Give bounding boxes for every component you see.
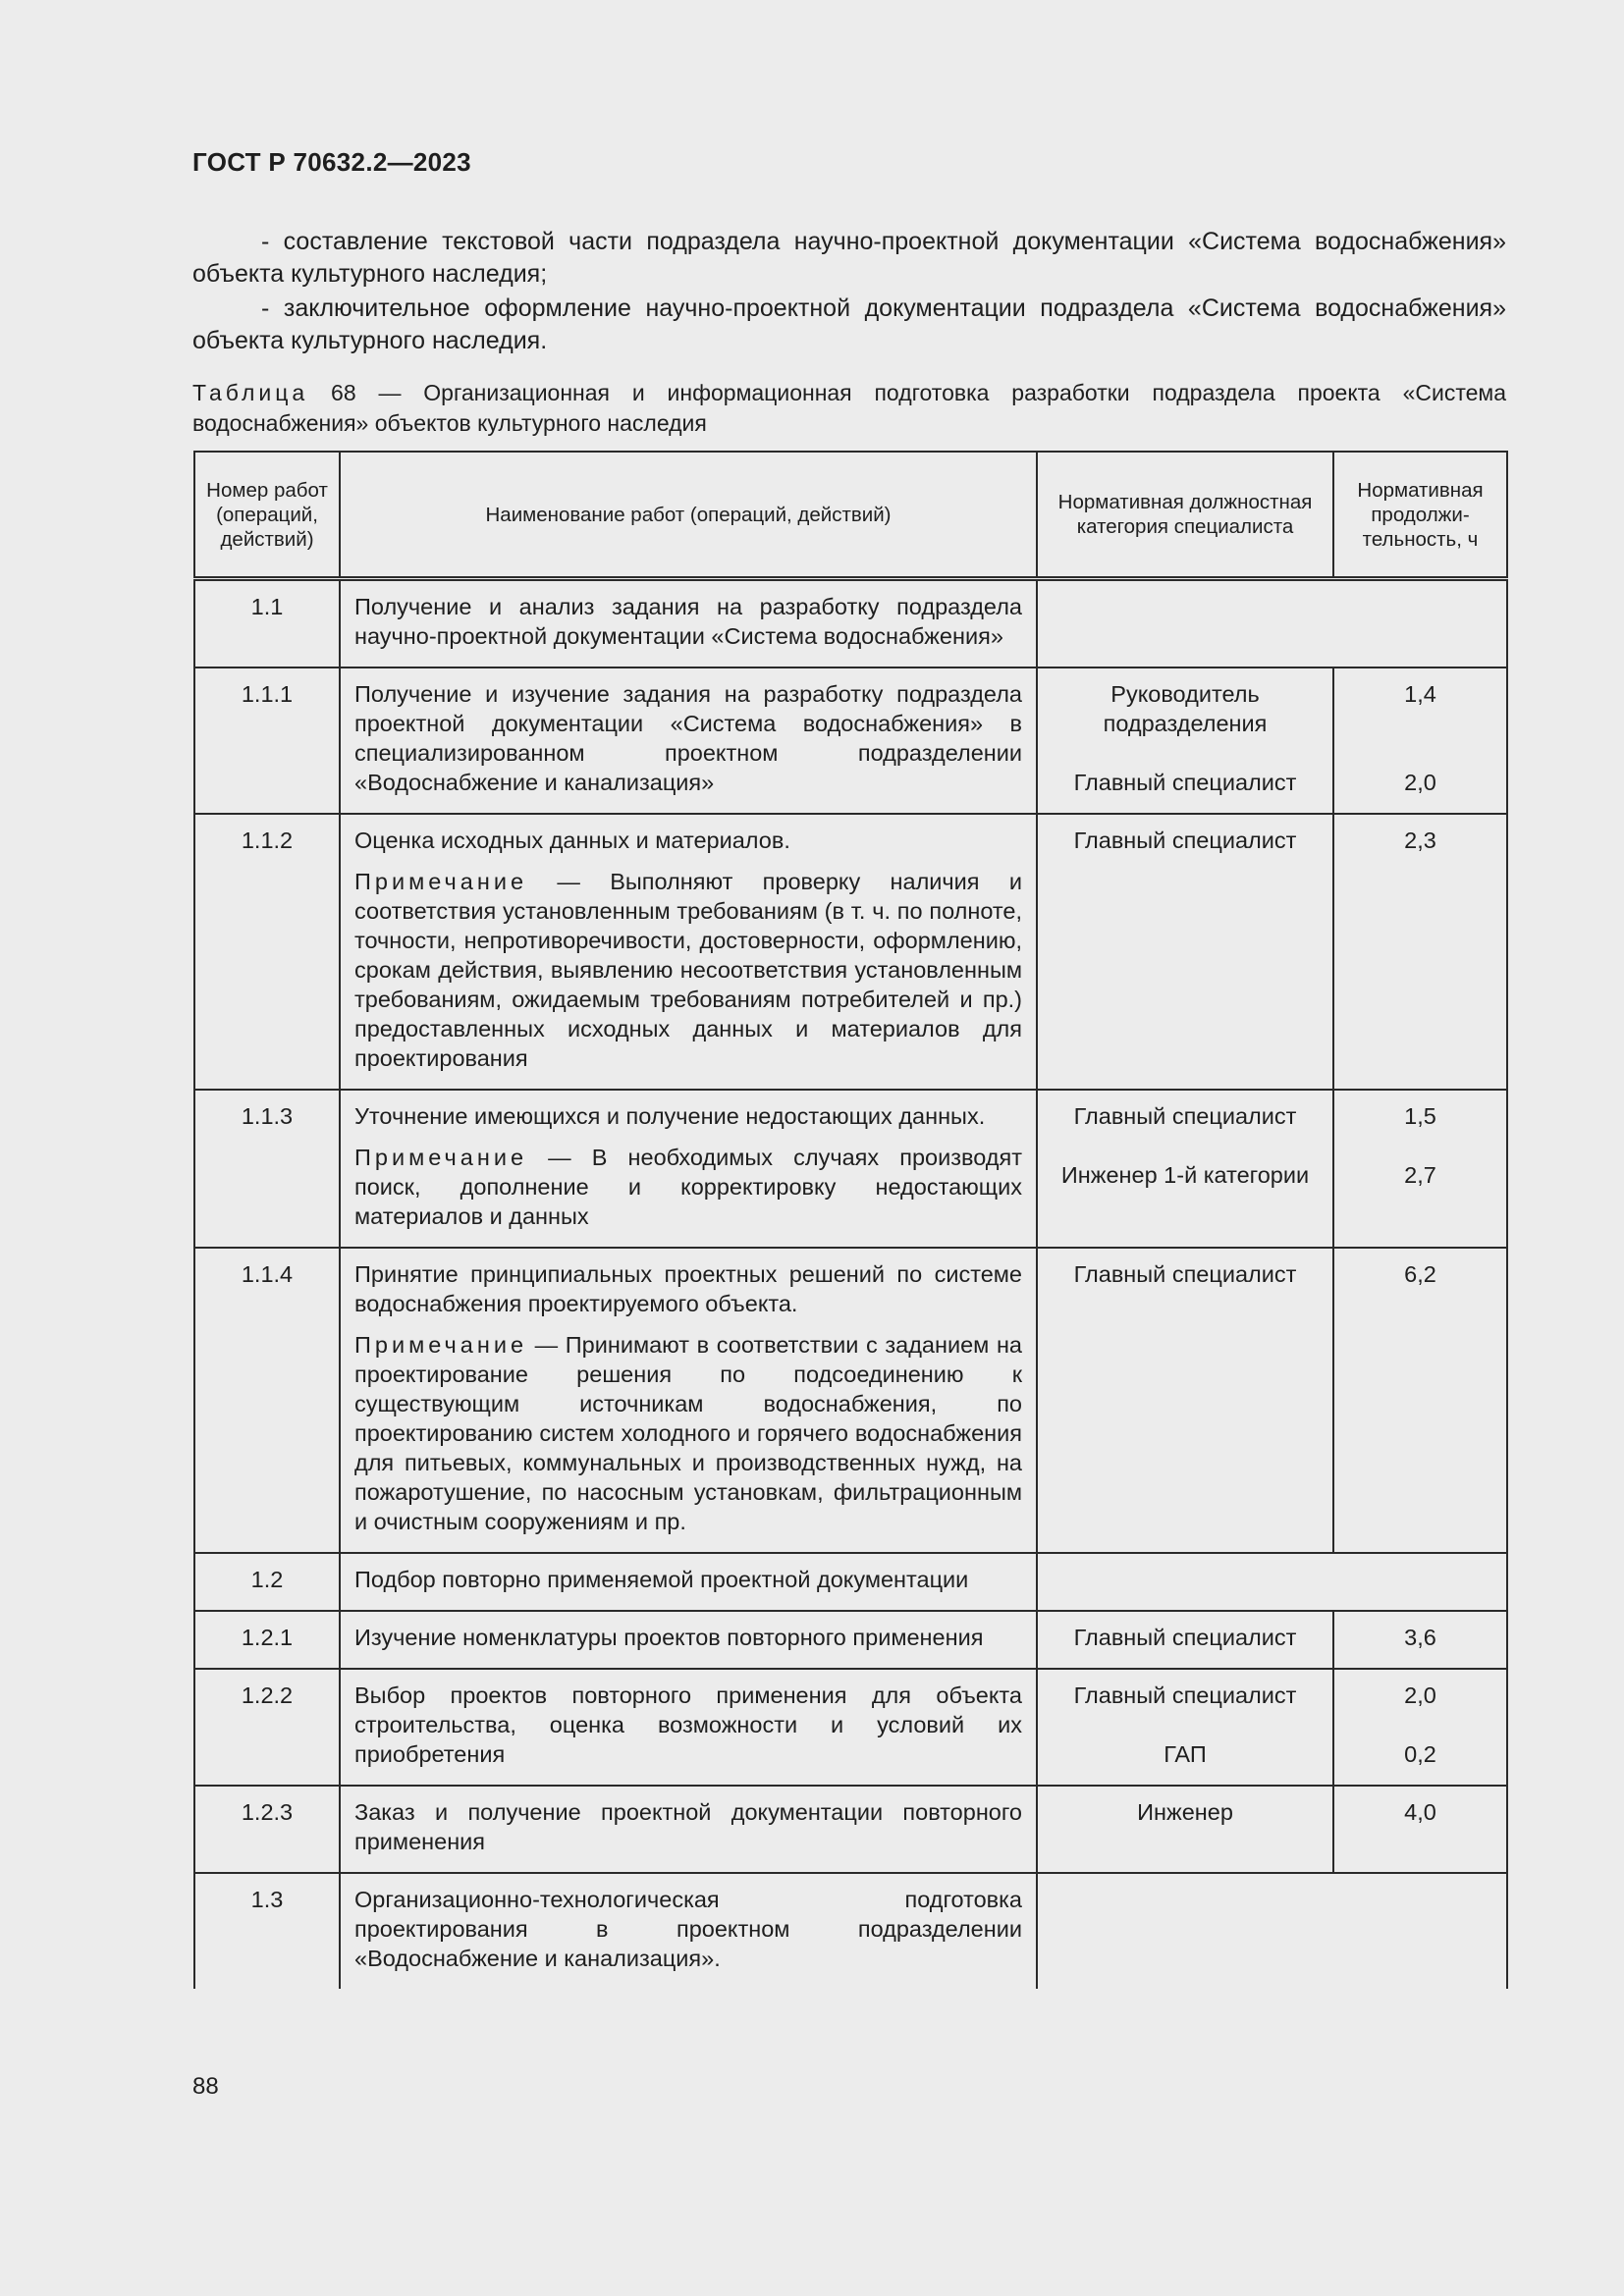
row-duration (1333, 814, 1507, 1090)
row-note (354, 867, 1022, 1073)
row-empty-cell (1037, 579, 1507, 668)
table-row (194, 1090, 1507, 1248)
row-duration (1333, 1611, 1507, 1669)
table-row (194, 579, 1507, 668)
row-category (1037, 1669, 1333, 1786)
intro-item: - составление текстовой части подраздела научно-проектной документации «Система водоснабжения» объекта культурного наследия; (192, 228, 1506, 288)
row-duration (1333, 667, 1507, 814)
table-row (194, 667, 1507, 814)
duration-value: 3,6 (1404, 1625, 1436, 1650)
note-label: Примечание (354, 1145, 528, 1170)
duration-value: 2,0 (1404, 1682, 1436, 1708)
col-header-category: Нормативная должностная категория специалиста (1037, 452, 1333, 579)
row-name (340, 1669, 1037, 1786)
note-text: — Принимают в соответствии с заданием на проектирование решения по подсоединению к существующим источникам водоснабжения, по проектированию систем холодного и горячего водоснабжения для питьевых, коммунальных и производственных нужд, на пожаротушение, по насосным установкам, фильтрационным и очистным сооружениям и пр. (354, 1332, 1022, 1534)
row-name-text: Выбор проектов повторного применения для объекта строительства, оценка возможности и условий их приобретения (354, 1682, 1022, 1767)
row-name (340, 1786, 1037, 1873)
category-value: Инженер 1-й категории (1060, 1162, 1310, 1188)
row-name-text: Принятие принципиальных проектных решений по системе водоснабжения проектируемого объекта. (354, 1261, 1022, 1316)
row-category (1037, 1090, 1333, 1248)
row-number: 1.1.3 (194, 1090, 340, 1248)
note-text: — Выполняют проверку наличия и соответствия установленным требованиям (в т. ч. по полноте, точности, непротиворечивости, достоверности, оформлению, срокам действия, выявлению несоответствия установленным требованиям, ожидаемым требованиям потребителей и пр.) предоставленных исходных данных и материалов для проектирования (354, 869, 1022, 1071)
duration-value: 0,2 (1404, 1741, 1436, 1767)
col-header-duration: Нормативная продолжи- тельность, ч (1333, 452, 1507, 579)
note-label: Примечание (354, 869, 528, 894)
row-name-text: Уточнение имеющихся и получение недостающих данных. (354, 1103, 986, 1129)
row-number: 1.2 (194, 1553, 340, 1611)
row-name (340, 667, 1037, 814)
duration-value: 2,0 (1404, 770, 1436, 795)
table-row (194, 814, 1507, 1090)
table-row (194, 1553, 1507, 1611)
row-number: 1.2.3 (194, 1786, 340, 1873)
duration-value: 1,5 (1404, 1103, 1436, 1129)
row-category (1037, 667, 1333, 814)
row-category (1037, 814, 1333, 1090)
row-name (340, 1090, 1037, 1248)
row-name (340, 1873, 1037, 1989)
col-header-name: Наименование работ (операций, действий) (340, 452, 1037, 579)
duration-value: 1,4 (1404, 681, 1436, 707)
row-number: 1.1.4 (194, 1248, 340, 1553)
row-number: 1.1 (194, 579, 340, 668)
document-header: ГОСТ Р 70632.2—2023 (192, 147, 471, 177)
category-value: Главный специалист (1073, 1261, 1297, 1287)
duration-value: 2,7 (1404, 1162, 1436, 1188)
table-row (194, 1248, 1507, 1553)
row-number: 1.3 (194, 1873, 340, 1989)
row-name-text: Подбор повторно применяемой проектной документации (354, 1567, 969, 1592)
duration-value: 4,0 (1404, 1799, 1436, 1825)
row-duration (1333, 1090, 1507, 1248)
category-value: ГАП (1164, 1741, 1207, 1767)
table-row (194, 1786, 1507, 1873)
category-value: Главный специалист (1073, 770, 1297, 795)
table-row (194, 1611, 1507, 1669)
row-category (1037, 1248, 1333, 1553)
row-name-text: Изучение номенклатуры проектов повторного применения (354, 1625, 984, 1650)
row-name (340, 1611, 1037, 1669)
intro-item: - заключительное оформление научно-проектной документации подраздела «Система водоснабжения» объекта культурного наследия. (192, 294, 1506, 354)
row-category (1037, 1786, 1333, 1873)
intro-text (192, 226, 1506, 359)
duration-value: 6,2 (1404, 1261, 1436, 1287)
table-caption (192, 378, 1506, 439)
row-number: 1.1.1 (194, 667, 340, 814)
row-empty-cell (1037, 1553, 1507, 1611)
category-value: Инженер (1137, 1799, 1233, 1825)
category-value: Главный специалист (1073, 828, 1297, 853)
row-duration (1333, 1248, 1507, 1553)
table-row (194, 1669, 1507, 1786)
caption-label: Таблица (192, 380, 309, 405)
row-number: 1.2.2 (194, 1669, 340, 1786)
row-name-text: Заказ и получение проектной документации повторного применения (354, 1799, 1022, 1854)
row-note (354, 1143, 1022, 1231)
duration-value: 2,3 (1404, 828, 1436, 853)
page-number: 88 (192, 2073, 219, 2100)
category-value: Главный специалист (1073, 1625, 1297, 1650)
category-value: Главный специалист (1073, 1682, 1297, 1708)
caption-text: 68 — Организационная и информационная подготовка разработки подраздела проекта «Система водоснабжения» объектов культурного наследия (192, 380, 1506, 436)
row-duration (1333, 1786, 1507, 1873)
row-empty-cell (1037, 1873, 1507, 1989)
table-row (194, 1873, 1507, 1989)
category-value: Главный специалист (1073, 1103, 1297, 1129)
row-name (340, 814, 1037, 1090)
row-name-text: Оценка исходных данных и материалов. (354, 828, 790, 853)
row-category (1037, 1611, 1333, 1669)
table-header-row (194, 452, 1507, 579)
category-value: Руководитель подразделения (1103, 681, 1268, 736)
col-header-number: Номер работ (операций, действий) (194, 452, 340, 579)
row-name (340, 1248, 1037, 1553)
row-duration (1333, 1669, 1507, 1786)
row-name (340, 1553, 1037, 1611)
row-name-text: Получение и анализ задания на разработку подраздела научно-проектной документации «Система водоснабжения» (354, 594, 1022, 649)
row-note (354, 1330, 1022, 1536)
row-name (340, 579, 1037, 668)
work-table (193, 451, 1508, 1989)
row-name-text: Получение и изучение задания на разработку подраздела проектной документации «Система водоснабжения» в специализированном проектном подразделении «Водоснабжение и канализация» (354, 681, 1022, 795)
note-text: — В необходимых случаях производят поиск, дополнение и корректировку недостающих материалов и данных (354, 1145, 1022, 1229)
note-label: Примечание (354, 1332, 528, 1358)
row-number: 1.2.1 (194, 1611, 340, 1669)
row-number: 1.1.2 (194, 814, 340, 1090)
row-name-text: Организационно-технологическая подготовка проектирования в проектном подразделении «Водоснабжение и канализация». (354, 1887, 1022, 1971)
